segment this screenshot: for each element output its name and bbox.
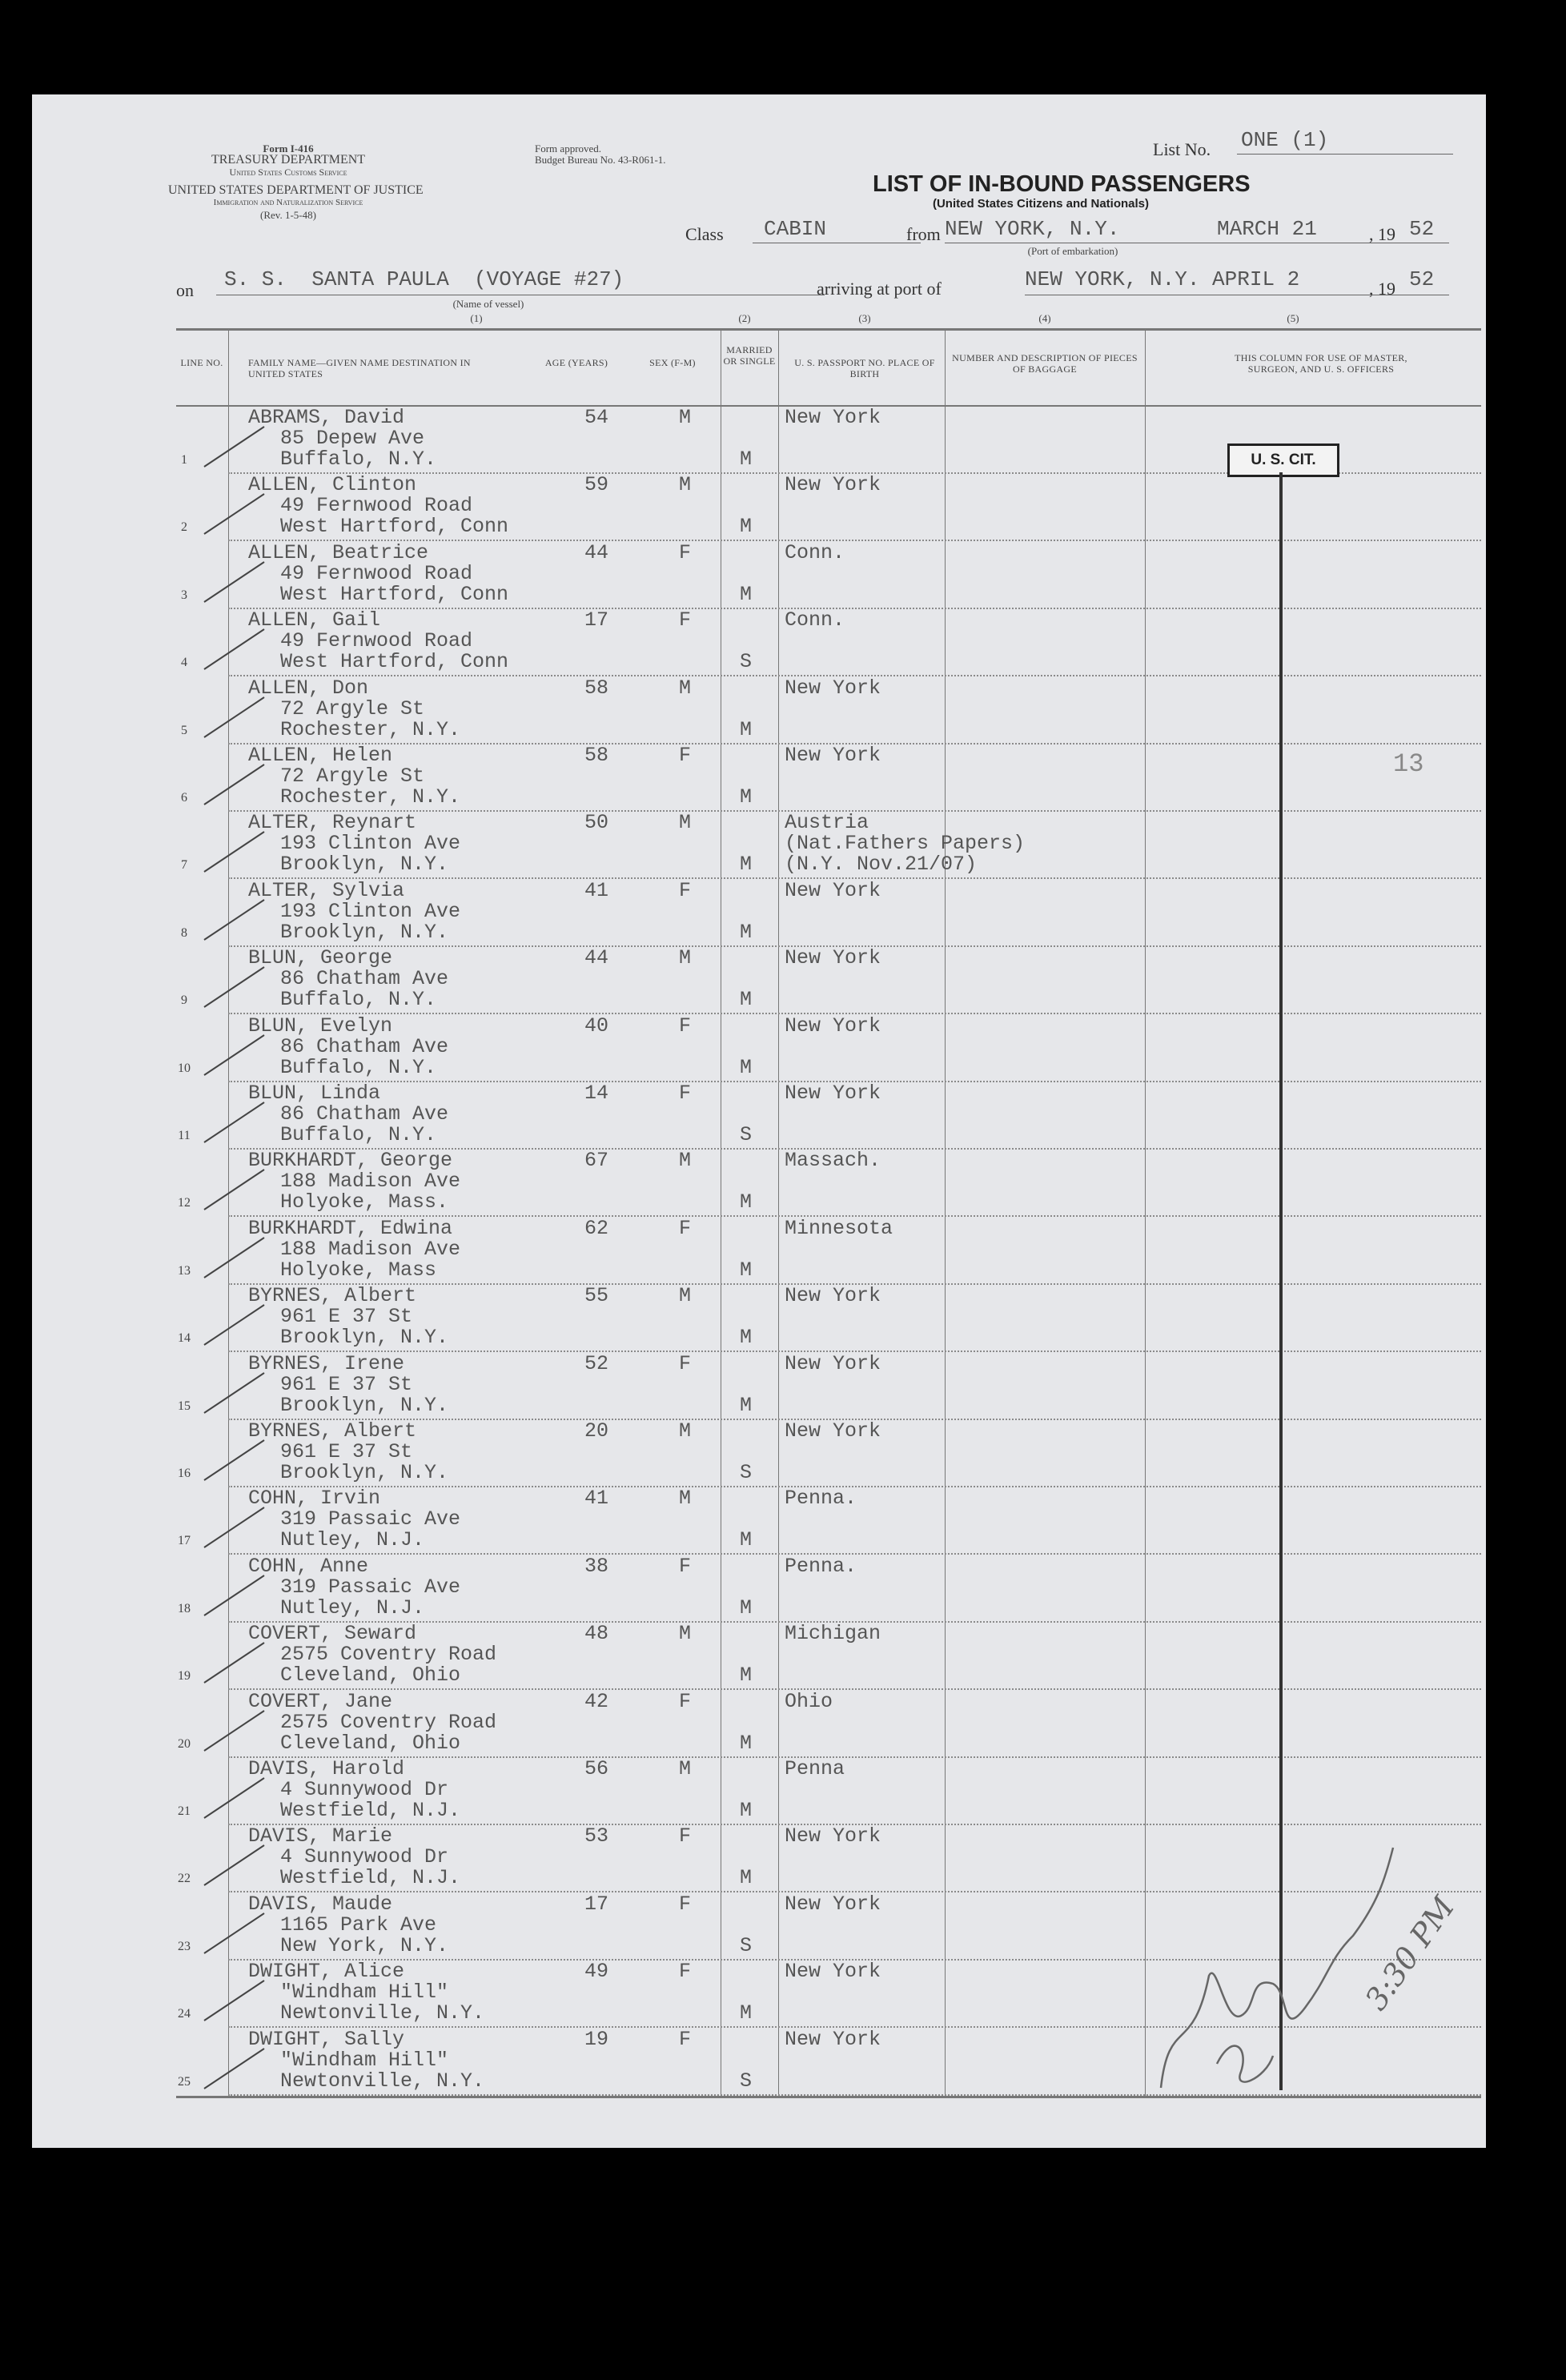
passenger-name: ALLEN, Gail [248,608,381,632]
passenger-birthplace-note: (Nat.Fathers Papers) [785,832,1026,856]
passenger-address: 1165 Park Ave [280,1912,437,1937]
passenger-sex: M [679,473,692,497]
passenger-age: 44 [584,946,609,970]
passenger-city: Holyoke, Mass. [280,1190,449,1214]
passenger-name: DWIGHT, Alice [248,1960,405,1984]
passenger-marital-status: M [740,785,753,809]
on-label: on [176,280,194,300]
table-row [32,1555,1486,1623]
passenger-birthplace: Penna. [785,1487,857,1511]
passenger-birthplace: Ohio [785,1689,833,1713]
col-head-officers: THIS COLUMN FOR USE OF MASTER, SURGEON, AND U. S. OFFICERS [1235,352,1407,375]
table-row [32,1150,1486,1217]
table-row [32,474,1486,541]
line-number: 4 [181,656,187,670]
passenger-marital-status: M [740,1664,753,1688]
passenger-birthplace: New York [785,1824,881,1848]
check-mark-icon [200,625,272,673]
passenger-age: 54 [584,406,609,429]
passenger-age: 48 [584,1622,609,1646]
passenger-name: DAVIS, Harold [248,1757,405,1780]
line-number: 16 [178,1467,191,1480]
table-row [32,812,1486,879]
check-mark-icon [200,693,272,741]
col-number-4: (4) [1038,312,1051,324]
customs-service: United States Customs Service [229,167,347,178]
line-number: 1 [181,453,187,467]
passenger-name: BURKHARDT, Edwina [248,1216,453,1240]
passenger-marital-status: M [740,1393,753,1417]
list-no-label: List No. [1153,139,1211,159]
passenger-sex: F [679,2027,692,2051]
passenger-marital-status: M [740,1326,753,1350]
passenger-birthplace: New York [785,1960,881,1984]
passenger-city: West Hartford, Conn [280,582,509,606]
line-number: 3 [181,588,187,602]
arriving-value: NEW YORK, N.Y. APRIL 2 [1025,267,1300,291]
from-label: from [906,224,941,244]
page-title: LIST OF IN-BOUND PASSENGERS [873,171,1251,197]
passenger-sex: M [679,1149,692,1173]
passenger-city: Buffalo, N.Y. [280,1055,437,1079]
passenger-address: 49 Fernwood Road [280,561,473,585]
check-mark-icon [200,1301,272,1349]
treasury-dept: TREASURY DEPARTMENT [211,153,366,167]
passenger-age: 42 [584,1689,609,1713]
form-approved: Form approved. [535,142,602,155]
passenger-city: Nutley, N.J. [280,1595,425,1619]
passenger-sex: M [679,811,692,835]
passenger-birthplace: New York [785,1284,881,1308]
year2-prefix: , 19 [1369,279,1395,299]
check-mark-icon [200,761,272,809]
passenger-age: 49 [584,1960,609,1984]
check-mark-icon [200,423,272,471]
passenger-birthplace: New York [785,744,881,767]
from-value: NEW YORK, N.Y. [945,217,1120,241]
line-number: 18 [178,1601,191,1615]
passenger-age: 17 [584,1892,609,1916]
passenger-age: 59 [584,473,609,497]
col-head-name: FAMILY NAME—GIVEN NAME DESTINATION IN UNITED STATES [248,357,471,379]
line-number: 23 [178,1939,191,1953]
passenger-birthplace: Minnesota [785,1216,893,1240]
passenger-sex: F [679,1892,692,1916]
passenger-city: Westfield, N.J. [280,1866,461,1890]
line-number: 14 [178,1331,191,1346]
passenger-city: Buffalo, N.Y. [280,1123,437,1146]
passenger-name: COHN, Anne [248,1554,369,1578]
check-mark-icon [200,828,272,876]
line-number: 25 [178,2074,191,2089]
passenger-address: 961 E 37 St [280,1440,413,1463]
passenger-age: 40 [584,1013,609,1037]
passenger-marital-status: M [740,717,753,741]
passenger-sex: F [679,1960,692,1984]
line-number: 6 [181,791,187,805]
check-mark-icon [200,1369,272,1417]
line-number: 10 [178,1061,191,1075]
passenger-marital-status: M [740,1055,753,1079]
check-mark-icon [200,1909,272,1957]
passenger-name: BYRNES, Albert [248,1419,417,1443]
passenger-city: Brooklyn, N.Y. [280,853,449,877]
passenger-sex: F [679,744,692,767]
passenger-birthplace: New York [785,946,881,970]
line-number: 13 [178,1263,191,1278]
passenger-age: 17 [584,608,609,632]
passenger-address: 2575 Coventry Road [280,1643,497,1667]
passenger-address: 49 Fernwood Road [280,494,473,518]
passenger-sex: F [679,608,692,632]
budget-bureau: Budget Bureau No. 43-R061-1. [535,154,666,166]
col-head-line: LINE NO. [180,357,223,368]
table-row [32,1691,1486,1758]
margin-note: 13 [1393,749,1424,779]
form-number: Form I-416 [263,142,314,155]
passenger-age: 58 [584,676,609,700]
passenger-city: Brooklyn, N.Y. [280,1461,449,1484]
immigration-service: Immigration and Naturalization Service [213,198,363,207]
table-row [32,745,1486,812]
passenger-sex: M [679,1487,692,1511]
passenger-birthplace: New York [785,473,881,497]
passenger-birthplace: New York [785,1892,881,1916]
passenger-sex: M [679,1757,692,1780]
passenger-age: 58 [584,744,609,767]
check-mark-icon [200,1977,272,2025]
passenger-city: Brooklyn, N.Y. [280,920,449,944]
passenger-birthplace: Massach. [785,1149,881,1173]
passenger-address: "Windham Hill" [280,1981,449,2005]
passenger-age: 55 [584,1284,609,1308]
check-mark-icon [200,1841,272,1889]
passenger-sex: M [679,406,692,429]
passenger-address: 319 Passaic Ave [280,1507,461,1531]
manifest-page [32,94,1486,2148]
passenger-city: Buffalo, N.Y. [280,988,437,1012]
passenger-age: 56 [584,1757,609,1780]
passenger-name: BLUN, Linda [248,1082,381,1105]
year1-prefix: , 19 [1369,224,1395,244]
table-row [32,1015,1486,1082]
passenger-birthplace: Conn. [785,540,845,564]
passenger-address: 86 Chatham Ave [280,967,449,991]
check-mark-icon [200,1571,272,1619]
passenger-marital-status: M [740,1866,753,1890]
passenger-age: 14 [584,1082,609,1105]
passenger-marital-status: M [740,1190,753,1214]
passenger-birthplace: Conn. [785,608,845,632]
passenger-birthplace: New York [785,406,881,429]
passenger-name: BURKHARDT, George [248,1149,453,1173]
table-row [32,1420,1486,1487]
passenger-marital-status: M [740,448,753,471]
table-row [32,1623,1486,1690]
check-mark-icon [200,558,272,606]
check-mark-icon [200,963,272,1011]
year2-suffix: 52 [1409,267,1435,291]
passenger-birthplace: Penna [785,1757,845,1780]
passenger-birthplace: New York [785,1082,881,1105]
passenger-city: Westfield, N.J. [280,1799,461,1822]
passenger-address: 2575 Coventry Road [280,1710,497,1734]
line-number: 15 [178,1399,191,1413]
passenger-birthplace: New York [785,676,881,700]
passenger-marital-status: M [740,1258,753,1282]
port-embark-caption: (Port of embarkation) [1027,245,1118,257]
passenger-sex: F [679,1689,692,1713]
passenger-sex: F [679,1554,692,1578]
passenger-name: ALTER, Reynart [248,811,417,835]
passenger-birthplace: Michigan [785,1622,881,1646]
class-label: Class [685,224,724,244]
passenger-birthplace: Austria [785,811,869,835]
passenger-marital-status: S [740,1933,753,1957]
passenger-marital-status: M [740,582,753,606]
passenger-age: 20 [584,1419,609,1443]
check-mark-icon [200,1707,272,1755]
passenger-age: 50 [584,811,609,835]
table-row [32,1353,1486,1420]
line-number: 20 [178,1736,191,1751]
col-head-sex: SEX (F-M) [649,357,696,368]
line-number: 22 [178,1872,191,1886]
passenger-address: 86 Chatham Ave [280,1034,449,1058]
passenger-sex: F [679,540,692,564]
passenger-address: 86 Chatham Ave [280,1102,449,1126]
passenger-name: DWIGHT, Sally [248,2027,405,2051]
passenger-age: 52 [584,1351,609,1375]
col-head-baggage: NUMBER AND DESCRIPTION OF PIECES OF BAGGAGE [952,352,1138,375]
list-no-value: ONE (1) [1241,128,1329,152]
passenger-marital-status: M [740,988,753,1012]
passenger-city: Brooklyn, N.Y. [280,1393,449,1417]
passenger-birthplace-note: (N.Y. Nov.21/07) [785,853,978,877]
passenger-address: "Windham Hill" [280,2048,449,2072]
passenger-name: ALLEN, Helen [248,744,393,767]
table-row [32,542,1486,609]
passenger-name: ALLEN, Clinton [248,473,417,497]
passenger-name: BLUN, George [248,946,393,970]
passenger-marital-status: M [740,515,753,539]
passenger-address: 319 Passaic Ave [280,1575,461,1599]
passenger-marital-status: M [740,1528,753,1552]
table-row [32,1218,1486,1285]
passenger-city: Newtonville, N.Y. [280,2069,485,2093]
passenger-marital-status: S [740,1461,753,1484]
signature-time: 3:30 PM [1358,1890,1462,2017]
passenger-marital-status: M [740,1731,753,1755]
passenger-birthplace: New York [785,878,881,902]
passenger-sex: F [679,1351,692,1375]
passenger-name: DAVIS, Maude [248,1892,393,1916]
form-revision: (Rev. 1-5-48) [260,209,316,221]
passenger-age: 19 [584,2027,609,2051]
passenger-name: ALLEN, Beatrice [248,540,429,564]
passenger-city: Rochester, N.Y. [280,785,461,809]
line-number: 2 [181,520,187,535]
table-top-rule [176,328,1481,331]
passenger-birthplace: Penna. [785,1554,857,1578]
passenger-age: 38 [584,1554,609,1578]
passenger-sex: M [679,1419,692,1443]
check-mark-icon [200,1031,272,1079]
passenger-address: 4 Sunnywood Dr [280,1845,449,1869]
passenger-sex: F [679,1216,692,1240]
line-number: 24 [178,2007,191,2021]
passenger-marital-status: S [740,2069,753,2093]
passenger-address: 4 Sunnywood Dr [280,1778,449,1801]
passenger-sex: M [679,946,692,970]
passenger-sex: F [679,878,692,902]
passenger-birthplace: New York [785,1351,881,1375]
passenger-name: COVERT, Seward [248,1622,417,1646]
passenger-city: Buffalo, N.Y. [280,448,437,471]
passenger-sex: M [679,676,692,700]
passenger-address: 193 Clinton Ave [280,832,461,856]
line-number: 5 [181,723,187,737]
check-mark-icon [200,1503,272,1551]
passenger-marital-status: M [740,853,753,877]
passenger-address: 193 Clinton Ave [280,899,461,923]
passenger-name: ALTER, Sylvia [248,878,405,902]
passenger-name: COVERT, Jane [248,1689,393,1713]
passenger-birthplace: New York [785,1419,881,1443]
passenger-age: 41 [584,878,609,902]
passenger-age: 44 [584,540,609,564]
passenger-city: Brooklyn, N.Y. [280,1326,449,1350]
inspector-signature [1145,1816,1481,2104]
check-mark-icon [200,1166,272,1214]
year1-suffix: 52 [1409,217,1435,241]
col-head-passport: U. S. PASSPORT NO. PLACE OF BIRTH [794,357,935,379]
class-value: CABIN [764,217,827,241]
passenger-name: BYRNES, Irene [248,1351,405,1375]
passenger-city: Cleveland, Ohio [280,1731,461,1755]
passenger-marital-status: M [740,1595,753,1619]
passenger-name: ALLEN, Don [248,676,369,700]
passenger-marital-status: M [740,2001,753,2025]
line-number: 8 [181,925,187,940]
passenger-name: BYRNES, Albert [248,1284,417,1308]
passenger-age: 41 [584,1487,609,1511]
passenger-age: 67 [584,1149,609,1173]
passenger-address: 72 Argyle St [280,696,425,720]
from-date: MARCH 21 [1217,217,1317,241]
line-number: 21 [178,1804,191,1818]
check-mark-icon [200,2045,272,2093]
line-number: 7 [181,858,187,873]
arriving-label: arriving at port of [817,279,942,299]
table-row [32,1082,1486,1150]
check-mark-icon [200,1098,272,1146]
passenger-city: West Hartford, Conn [280,650,509,674]
passenger-age: 62 [584,1216,609,1240]
passenger-address: 49 Fernwood Road [280,629,473,653]
line-number: 19 [178,1669,191,1684]
check-mark-icon [200,1639,272,1687]
passenger-address: 72 Argyle St [280,765,425,788]
col-number-2: (2) [738,312,751,324]
passenger-address: 85 Depew Ave [280,427,425,450]
passenger-sex: F [679,1013,692,1037]
passenger-sex: M [679,1622,692,1646]
passenger-sex: F [679,1082,692,1105]
line-number: 17 [178,1534,191,1548]
passenger-birthplace: New York [785,2027,881,2051]
us-citizen-stamp: U. S. CIT. [1227,443,1339,477]
passenger-address: 961 E 37 St [280,1305,413,1329]
passenger-address: 961 E 37 St [280,1372,413,1396]
passenger-city: Rochester, N.Y. [280,717,461,741]
passenger-address: 188 Madison Ave [280,1170,461,1194]
line-number: 9 [181,993,187,1008]
col-number-5: (5) [1287,312,1299,324]
passenger-city: Nutley, N.J. [280,1528,425,1552]
passenger-address: 188 Madison Ave [280,1237,461,1261]
col-head-married: MARRIED OR SINGLE [723,344,776,367]
check-mark-icon [200,1234,272,1282]
table-row [32,947,1486,1014]
passenger-name: BLUN, Evelyn [248,1013,393,1037]
passenger-name: COHN, Irvin [248,1487,381,1511]
passenger-age: 53 [584,1824,609,1848]
table-row [32,880,1486,947]
table-row [32,1487,1486,1555]
col-number-1: (1) [470,312,483,324]
line-number: 11 [178,1129,191,1142]
col-number-3: (3) [858,312,871,324]
check-mark-icon [200,1436,272,1484]
passenger-name: DAVIS, Marie [248,1824,393,1848]
check-mark-icon [200,490,272,538]
check-mark-icon [200,896,272,944]
passenger-marital-status: M [740,1799,753,1822]
vessel-value: S. S. SANTA PAULA (VOYAGE #27) [224,267,624,291]
passenger-city: New York, N.Y. [280,1933,449,1957]
passenger-sex: F [679,1824,692,1848]
passenger-name: ABRAMS, David [248,406,405,429]
passenger-marital-status: S [740,650,753,674]
line-number: 12 [178,1196,191,1210]
passenger-birthplace: New York [785,1013,881,1037]
page-subtitle: (United States Citizens and Nationals) [932,197,1150,211]
passenger-marital-status: M [740,920,753,944]
list-no-underline [1237,154,1453,155]
passenger-marital-status: S [740,1123,753,1146]
passenger-city: Holyoke, Mass [280,1258,437,1282]
vessel-caption: (Name of vessel) [452,298,524,310]
passenger-city: Newtonville, N.Y. [280,2001,485,2025]
check-mark-icon [200,1774,272,1822]
passenger-city: West Hartford, Conn [280,515,509,539]
col-head-age: AGE (YEARS) [544,357,608,368]
table-row [32,1285,1486,1352]
table-row [32,609,1486,676]
passenger-sex: M [679,1284,692,1308]
passenger-city: Cleveland, Ohio [280,1664,461,1688]
table-row [32,677,1486,745]
justice-dept: UNITED STATES DEPARTMENT OF JUSTICE [168,183,424,197]
